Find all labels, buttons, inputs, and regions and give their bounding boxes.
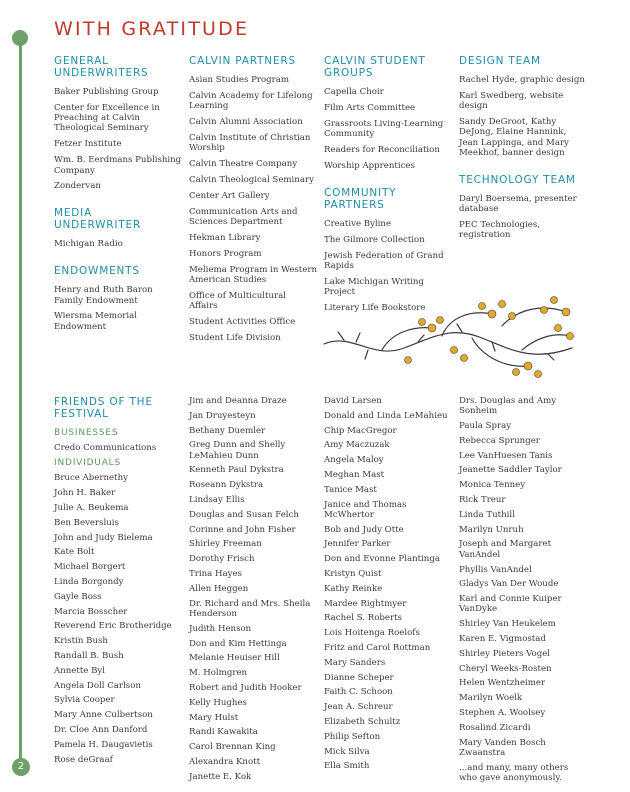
donor-name: Mary Hulst — [189, 712, 239, 723]
friends-heading: FRIENDS OF THE FESTIVAL — [54, 396, 153, 420]
donor-name: Kristyn Quist — [324, 569, 382, 580]
section-heading: MEDIA UNDERWRITER — [54, 207, 142, 232]
donor-name: Janette E. Kok — [189, 771, 252, 782]
donor-name: Gayle Boss — [54, 591, 102, 602]
donor-name: Kelly Hughes — [189, 697, 247, 708]
donor-name: Mick Silva — [324, 746, 370, 757]
donor-name: Corinne and John Fisher — [189, 524, 296, 535]
donor-name: Pamela H. Daugavietis — [54, 739, 153, 750]
individuals-heading: INDIVIDUALS — [54, 458, 121, 469]
donor-name: Janice and Thomas McWhertor — [324, 499, 407, 520]
donor-name: Ella Smith — [324, 761, 370, 772]
donor-name: Michael Borgert — [54, 562, 126, 573]
donor-name: Marilyn Unruh — [459, 524, 524, 535]
donor-name: ...and many, many others who gave anonymously. — [459, 762, 569, 784]
donor-name: Ben Beversluis — [54, 517, 119, 528]
donor-name: Jan Druyesteyn — [189, 410, 256, 421]
section-heading: GENERAL UNDERWRITERS — [54, 55, 149, 79]
donor-name: Stephen A. Woolsey — [459, 708, 546, 719]
list-item: Wm. B. Eerdmans Publishing Company — [54, 155, 182, 176]
donor-name: Jennifer Parker — [324, 539, 391, 550]
list-item: Wiersma Memorial Endowment — [54, 311, 137, 332]
list-item: The Gilmore Collection — [324, 234, 425, 245]
donor-name: Jim and Deanna Draze — [189, 396, 287, 406]
donor-name: Rachel S. Roberts — [324, 613, 402, 624]
donor-name: Mardee Rightmyer — [324, 598, 407, 609]
top-column-2 — [189, 55, 317, 349]
top-column-1 — [54, 55, 182, 338]
donor-name: Shirley Pieters Vogel — [459, 648, 551, 659]
donor-name: Kate Bolt — [54, 547, 95, 558]
donor-name: Roseann Dykstra — [189, 480, 264, 491]
section-heading: CALVIN STUDENT GROUPS — [324, 55, 426, 79]
donor-name: Linda Borgondy — [54, 576, 124, 587]
list-item: Karl Swedberg, website design — [459, 90, 564, 112]
business-item: Credo Communications — [54, 443, 157, 454]
list-item: Fetzer Institute — [54, 139, 122, 150]
donor-name: Gladys Van Der Woude — [459, 579, 559, 590]
donor-name: Jean A. Schreur — [324, 702, 393, 713]
donor-name: Alexandra Knott — [189, 756, 261, 767]
list-item: Film Arts Committee — [324, 102, 416, 113]
donor-name: Fritz and Carol Rottman — [324, 643, 431, 654]
donor-name: Mary Anne Culbertson — [54, 710, 153, 721]
donor-name: Kathy Reinke — [324, 583, 383, 594]
donor-name: Tanice Mast — [324, 484, 377, 495]
friends-column-4 — [459, 396, 587, 788]
list-item: Henry and Ruth Baron Family Endowment — [54, 285, 153, 306]
donor-name: Don and Kim Hettinga — [189, 638, 287, 649]
donor-name: M. Holmgren — [189, 668, 248, 679]
donor-name: Helen Wentzheimer — [459, 678, 546, 689]
section-heading: ENDOWMENTS — [54, 265, 140, 278]
donor-name: Angela Doll Carlson — [54, 680, 141, 691]
donor-name: Allen Heggen — [189, 583, 249, 594]
list-item: Center Art Gallery — [189, 190, 270, 201]
donor-name: Rick Treur — [459, 495, 506, 506]
donor-name: Angela Maloy — [324, 455, 384, 466]
donor-name: Mary Vanden Bosch Zwaanstra — [459, 737, 546, 758]
donor-name: John H. Baker — [54, 488, 116, 499]
donor-name: Marilyn Woelk — [459, 693, 523, 704]
friends-column-2 — [189, 396, 317, 787]
donor-name: Sylvia Cooper — [54, 695, 115, 706]
list-item: Grassroots Living-Learning Community — [324, 118, 444, 140]
list-item: Calvin Academy for Lifelong Learning — [189, 90, 313, 112]
donor-name: Mary Sanders — [324, 657, 386, 668]
list-item: Michigan Radio — [54, 239, 123, 250]
friends-column-1 — [54, 396, 182, 769]
donor-name: Douglas and Susan Felch — [189, 509, 299, 520]
donor-name: Faith C. Schoon — [324, 687, 393, 698]
donor-name: Meghan Mast — [324, 469, 385, 480]
list-item: Zondervan — [54, 181, 101, 192]
donor-name: Rebecca Sprunger — [459, 435, 540, 446]
donor-name: Julie A. Beukema — [54, 502, 129, 513]
list-item: Asian Studies Program — [189, 75, 290, 85]
decorative-rail — [19, 38, 22, 760]
donor-name: Shirley Freeman — [189, 539, 262, 550]
top-column-3 — [324, 55, 452, 319]
list-item: Rachel Hyde, graphic design — [459, 75, 585, 85]
list-item: Baker Publishing Group — [54, 87, 159, 97]
page-number: 2 — [12, 758, 30, 776]
list-item: Capella Choir — [324, 87, 384, 97]
donor-name: David Larsen — [324, 396, 382, 406]
donor-name: Donald and Linda LeMahieu — [324, 410, 448, 421]
donor-name: Jeanette Saddler Taylor — [459, 465, 562, 476]
list-item: Worship Apprentices — [324, 160, 415, 171]
donor-name: Amy Maczuzak — [324, 440, 390, 451]
list-item: Readers for Reconciliation — [324, 144, 440, 155]
donor-name: Marcia Bosscher — [54, 606, 128, 617]
donor-name: Lois Hoitenga Roelofs — [324, 628, 420, 639]
list-item: Meliema Program in Western American Studies — [189, 264, 317, 286]
donor-name: Dorothy Frisch — [189, 554, 255, 565]
donor-name: Lindsay Ellis — [189, 495, 245, 506]
donor-name: John and Judy Bielema — [54, 532, 153, 543]
list-item: Student Life Division — [189, 333, 281, 344]
donor-name: Cheryl Weeks-Rosten — [459, 663, 552, 674]
donor-name: Kristin Bush — [54, 636, 108, 647]
list-item: Student Activities Office — [189, 317, 296, 328]
donor-name: Annette Byl — [54, 665, 106, 676]
donor-name: Kenneth Paul Dykstra — [189, 465, 284, 476]
list-item: Calvin Alumni Association — [189, 117, 303, 128]
donor-name: Karen E. Vigmostad — [459, 634, 546, 645]
section-gap — [54, 255, 182, 265]
donor-name: Robert and Judith Hooker — [189, 682, 302, 693]
page-title: WITH GRATITUDE — [54, 18, 250, 40]
donor-name: Karl and Connie Kuiper VanDyke — [459, 594, 562, 615]
businesses-heading: BUSINESSES — [54, 428, 119, 438]
list-item: Calvin Institute of Christian Worship — [189, 132, 311, 154]
donor-name: Dr. Cloe Ann Danford — [54, 724, 148, 735]
section-gap — [324, 177, 452, 187]
donor-name: Drs. Douglas and Amy Sonheim — [459, 396, 557, 417]
donor-name: Bob and Judy Otte — [324, 524, 404, 535]
list-item: PEC Technologies, registration — [459, 220, 540, 241]
list-item: Communication Arts and Sciences Department — [189, 206, 298, 228]
section-heading: CALVIN PARTNERS — [189, 55, 296, 67]
section-gap — [54, 197, 182, 207]
list-item: Calvin Theological Seminary — [189, 175, 314, 186]
donor-name: Linda Tuthill — [459, 509, 515, 520]
donor-name: Melanie Heuiser Hill — [189, 653, 280, 664]
donor-name: Philip Sefton — [324, 731, 381, 742]
friends-column-3 — [324, 396, 452, 776]
donor-name: Lee VanHuesen Tanis — [459, 450, 553, 461]
donor-name: Rose deGraaf — [54, 754, 113, 765]
donor-name: Elizabeth Schultz — [324, 717, 401, 728]
donor-name: Reverend Eric Brotheridge — [54, 621, 172, 632]
vine-illustration — [322, 292, 576, 380]
list-item: Honors Program — [189, 248, 262, 259]
donor-name: Randi Kawakita — [189, 727, 258, 738]
top-column-4 — [459, 55, 587, 246]
list-item: Sandy DeGroot, Kathy DeJong, Elaine Hannink, Jean Lappinga, and Mary Meekhof, banner design — [459, 117, 569, 158]
donor-name: Paula Spray — [459, 421, 512, 432]
list-item: Daryl Boersema, presenter database — [459, 193, 577, 215]
list-item: Hekman Library — [189, 233, 261, 244]
donor-name: Judith Henson — [189, 623, 252, 634]
donor-name: Greg Dunn and Shelly LeMahieu Dunn — [189, 440, 286, 461]
donor-name: Chip MacGregor — [324, 425, 397, 436]
donor-name: Rosalind Zicardi — [459, 722, 531, 733]
donor-name: Dr. Richard and Mrs. Sheila Henderson — [189, 598, 311, 619]
donor-name: Bruce Abernethy — [54, 473, 128, 484]
section-heading: DESIGN TEAM — [459, 55, 541, 67]
section-heading: COMMUNITY PARTNERS — [324, 186, 397, 211]
section-heading: TECHNOLOGY TEAM — [459, 173, 576, 186]
donor-name: Trina Hayes — [189, 569, 242, 580]
donor-name: Monica Tenney — [459, 480, 526, 491]
list-item: Calvin Theatre Company — [189, 159, 298, 170]
list-item: Lake Michigan Writing Project — [324, 276, 424, 298]
list-item: Office of Multicultural Affairs — [189, 290, 286, 312]
donor-name: Shirley Van Heukelem — [459, 619, 556, 630]
donor-name: Don and Evonne Plantinga — [324, 554, 440, 565]
donor-name: Randall B. Bush — [54, 650, 124, 661]
section-gap — [459, 164, 587, 174]
list-item: Creative Byline — [324, 218, 392, 229]
donor-name: Joseph and Margaret VanAndel — [459, 539, 552, 560]
donor-name: Phyllis VanAndel — [459, 564, 532, 575]
donor-name: Bethany Duemler — [189, 425, 266, 436]
donor-name: Dianne Scheper — [324, 672, 394, 683]
list-item: Center for Excellence in Preaching at Calvin Theological Seminary — [54, 102, 160, 134]
list-item: Literary Life Bookstore — [324, 302, 426, 313]
donor-name: Carol Brennan King — [189, 742, 276, 753]
list-item: Jewish Federation of Grand Rapids — [324, 250, 444, 271]
